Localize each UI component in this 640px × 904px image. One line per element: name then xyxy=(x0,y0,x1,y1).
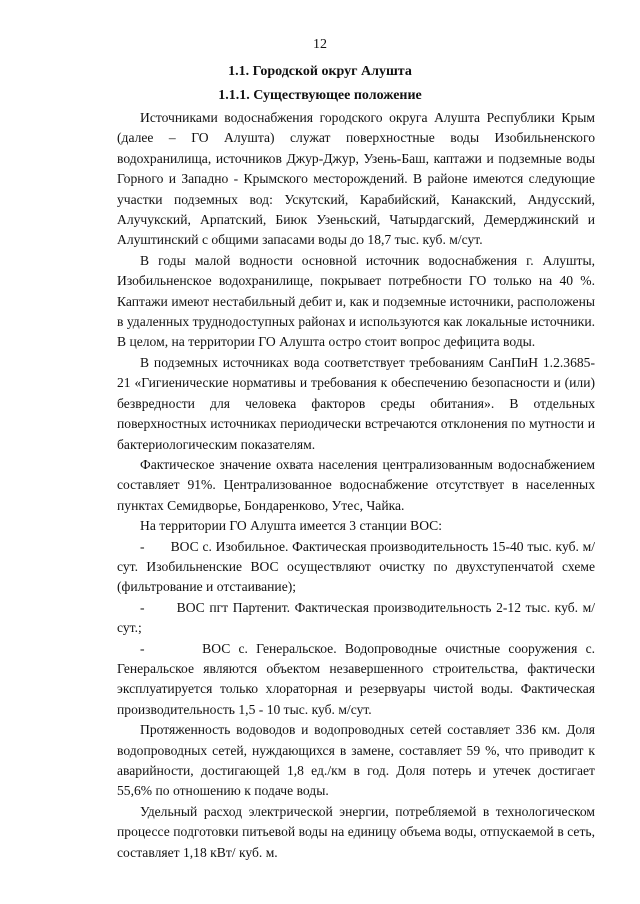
paragraph-network-length: Протяженность водоводов и водопроводных сетей составляет 336 км. Доля водопроводных сетей, нуждающихся в замене, составляет 59 %, что приводит к аварийности, достигающей 1,8 ед./км в год. Доля потерь и утечек достигает 55,6% по отношению к подаче воды. xyxy=(117,722,595,799)
page-number: 12 xyxy=(313,37,327,52)
list-item-vos-generalskoe: - ВОС с. Генеральское. Водопроводные очистные сооружения с. Генеральское являются объектом незавершенного строительства, фактически эксплуатируется только хлораторная и резервуары чистой воды. Фактическая производительность 1,5 - 10 тыс. куб. м/сут. xyxy=(117,640,595,717)
document-body xyxy=(117,108,595,863)
paragraph-stations-intro: На территории ГО Алушта имеется 3 станции ВОС: xyxy=(140,518,443,534)
paragraph-water-sources: Источниками водоснабжения городского округа Алушта Республики Крым (далее – ГО Алушта) служат поверхностные воды Изобильненского водохранилища, источников Джур-Джур, Узень-Баш, каптажи и подземные воды Горного и Западно - Крымского месторождений. В районе имеются следующие участки подземных вод: Ускутский, Карабийский, Канакский, Андусский, Алучукский, Арпатский, Биюк Узеньский, Чатырдагский, Демерджинский и Алуштинский с общими запасами воды до 18,7 тыс. куб. м/сут. xyxy=(117,110,595,248)
list-item-vos-partenit: - ВОС пгт Партенит. Фактическая производительность 2-12 тыс. куб. м/сут.; xyxy=(117,599,595,636)
list-item-vos-izobilnoe: - ВОС с. Изобильное. Фактическая производительность 15-40 тыс. куб. м/сут. Изобильненские ВОС осуществляют очистку по двухступенчатой схеме (фильтрование и отстаивание); xyxy=(117,538,595,595)
paragraph-coverage: Фактическое значение охвата населения централизованным водоснабжением составляет 91%. Централизованное водоснабжение отсутствует в населенных пунктах Семидворье, Бондаренково, Утес, Чайка. xyxy=(117,456,595,513)
paragraph-water-deficit: В годы малой водности основной источник водоснабжения г. Алушты, Изобильненское водохранилище, покрывает потребности ГО только на 40 %. Каптажи имеют нестабильный дебит и, как и подземные источники, расположены в удаленных труднодоступных районах и используются как локальные источники. В целом, на территории ГО Алушта остро стоит вопрос дефицита воды. xyxy=(117,252,595,350)
paragraph-water-quality: В подземных источниках вода соответствует требованиям СанПиН 1.2.3685-21 «Гигиенические нормативы и требования к обеспечению безопасности и (или) безвредности для человека факторов среды обитания». В отдельных поверхностных источниках периодически встречаются отклонения по мутности и бактериологическим показателям. xyxy=(117,354,595,452)
subsection-heading: 1.1.1. Существующее положение xyxy=(218,88,422,103)
section-heading: 1.1. Городской округ Алушта xyxy=(228,64,412,79)
paragraph-energy-consumption: Удельный расход электрической энергии, потребляемой в технологическом процессе подготовки питьевой воды на единицу объема воды, отпускаемой в сеть, составляет 1,18 кВт/ куб. м. xyxy=(117,803,595,860)
